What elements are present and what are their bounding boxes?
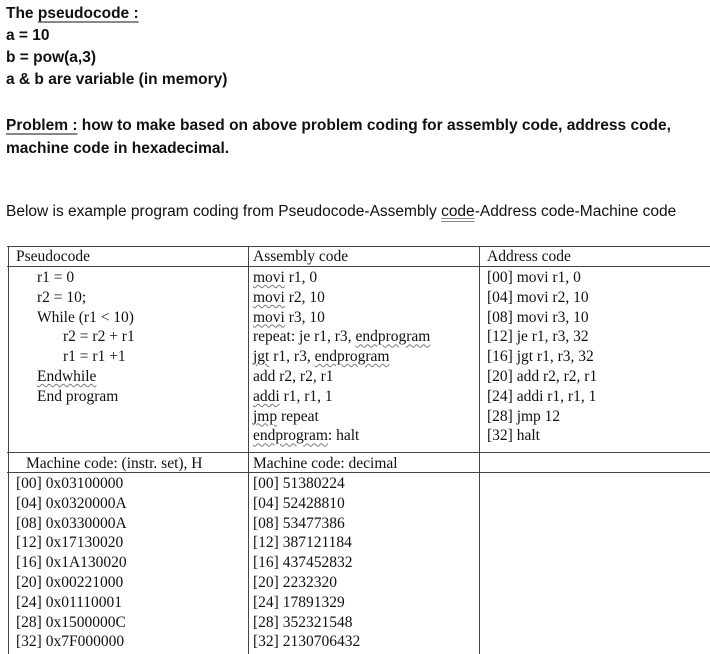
machine-dec-line: [20] 2232320	[253, 573, 337, 591]
machine-dec-line: [28] 352321548	[253, 613, 353, 631]
intro-line: a = 10	[6, 27, 50, 44]
operands: r2, 10	[284, 288, 325, 306]
description-part: -Address code-Machine code	[474, 203, 677, 220]
label-endprogram: endprogram	[355, 328, 431, 346]
machine-hex-line: [12] 0x17130020	[16, 534, 124, 552]
address-line: [32] halt	[487, 427, 540, 445]
mnemonic-jmp: jmp	[253, 407, 278, 425]
address-line: [08] movi r3, 10	[487, 308, 589, 326]
pseudocode-line: r2 = 10;	[37, 288, 87, 306]
operands: repeat	[277, 407, 319, 425]
pseudocode-line: While (r1 < 10)	[37, 308, 134, 326]
intro-section	[6, 3, 227, 91]
assembly-column	[253, 268, 430, 446]
address-line: [20] add r2, r2, r1	[487, 367, 598, 385]
machine-hex-line: [32] 0x7F000000	[16, 633, 125, 651]
the-label: The	[6, 5, 38, 22]
pseudocode-line: r2 = r2 + r1	[63, 328, 135, 346]
pseudocode-line: End program	[37, 387, 119, 405]
machine-dec-line: [16] 437452832	[253, 554, 353, 572]
mnemonic-movi: movi	[253, 288, 285, 306]
description-code-word: code	[441, 203, 475, 220]
machine-hex-line: [24] 0x01110001	[16, 593, 123, 611]
operands: repeat: je r1, r3,	[253, 328, 356, 346]
address-line: [16] jgt r1, r3, 32	[487, 348, 594, 366]
assembly-line	[253, 407, 430, 427]
mnemonic-addi: addi	[253, 387, 280, 405]
problem-text: how to make based on above problem coding for assembly code, address code, machine code in hexadecimal.	[6, 117, 671, 157]
pseudocode-line: r1 = r1 +1	[63, 348, 126, 366]
address-line: [00] movi r1, 0	[487, 269, 581, 286]
operands: r1, r1, 1	[279, 387, 333, 405]
header-machine-code-hex: Machine code: (instr. set), H	[26, 455, 203, 472]
intro-line: a & b are variable (in memory)	[6, 71, 228, 88]
header-pseudocode: Pseudocode	[16, 248, 91, 265]
assembly-line	[253, 367, 430, 387]
table-top-border	[7, 246, 710, 247]
machine-hex-line: [08] 0x0330000A	[16, 514, 127, 532]
operands: : halt	[327, 427, 360, 445]
label-endprogram: endprogram	[314, 348, 390, 366]
machine-hex-line: [28] 0x1500000C	[16, 613, 126, 631]
assembly-line	[253, 347, 430, 367]
mnemonic-jgt: jgt	[253, 348, 270, 366]
assembly-line	[253, 426, 430, 446]
pseudocode-line: Endwhile	[37, 367, 97, 385]
label-endprogram: endprogram	[253, 427, 328, 445]
header-divider	[7, 266, 710, 267]
address-line: [12] je r1, r3, 32	[487, 328, 589, 346]
machine-hex-line: [20] 0x00221000	[16, 573, 124, 591]
header-address-code: Address code	[487, 248, 571, 265]
machine-dec-line: [08] 53477386	[253, 514, 345, 532]
pseudocode-line: r1 = 0	[37, 269, 75, 286]
section-divider	[7, 452, 710, 453]
problem-label: Problem :	[6, 117, 78, 134]
machine-hex-line: [16] 0x1A130020	[16, 554, 127, 572]
machine-hex-line: [00] 0x03100000	[16, 475, 124, 492]
machine-hex-column	[16, 474, 127, 652]
machine-dec-line: [24] 17891329	[253, 593, 345, 611]
machine-dec-line: [12] 387121184	[253, 534, 352, 552]
mnemonic-movi: movi	[253, 308, 285, 326]
pseudocode-heading: pseudocode :	[37, 5, 139, 22]
column-divider-2	[479, 246, 480, 654]
machine-hex-line: [04] 0x0320000A	[16, 494, 127, 512]
description-part: Below is example program coding from Pseudocode-Assembly	[6, 203, 442, 220]
assembly-line	[253, 268, 430, 288]
header-assembly-code: Assembly code	[253, 248, 349, 265]
machine-dec-line: [04] 52428810	[253, 494, 345, 512]
operands: r1, r3,	[269, 348, 315, 366]
pseudocode-title	[6, 3, 227, 25]
address-line: [24] addi r1, r1, 1	[487, 387, 597, 405]
operands: r3, 10	[284, 308, 325, 326]
column-divider-1	[248, 246, 249, 654]
assembly-line	[253, 387, 430, 407]
assembly-line	[253, 308, 430, 328]
pseudocode-column	[37, 268, 135, 407]
example-description	[6, 201, 706, 223]
machine-dec-line: [00] 51380224	[253, 475, 345, 492]
address-line: [28] jmp 12	[487, 407, 561, 425]
table-left-border	[8, 246, 9, 654]
operands: r1, 0	[284, 269, 318, 286]
problem-statement	[6, 114, 706, 160]
header-machine-code-decimal: Machine code: decimal	[253, 455, 398, 472]
operands: add r2, r2, r1	[253, 367, 334, 385]
address-line: [04] movi r2, 10	[487, 288, 589, 306]
mnemonic-movi: movi	[253, 269, 285, 286]
machine-decimal-column	[253, 474, 360, 652]
assembly-line	[253, 288, 430, 308]
assembly-line	[253, 327, 430, 347]
intro-line: b = pow(a,3)	[6, 49, 96, 66]
machine-dec-line: [32] 2130706432	[253, 633, 361, 651]
address-column	[487, 268, 597, 446]
